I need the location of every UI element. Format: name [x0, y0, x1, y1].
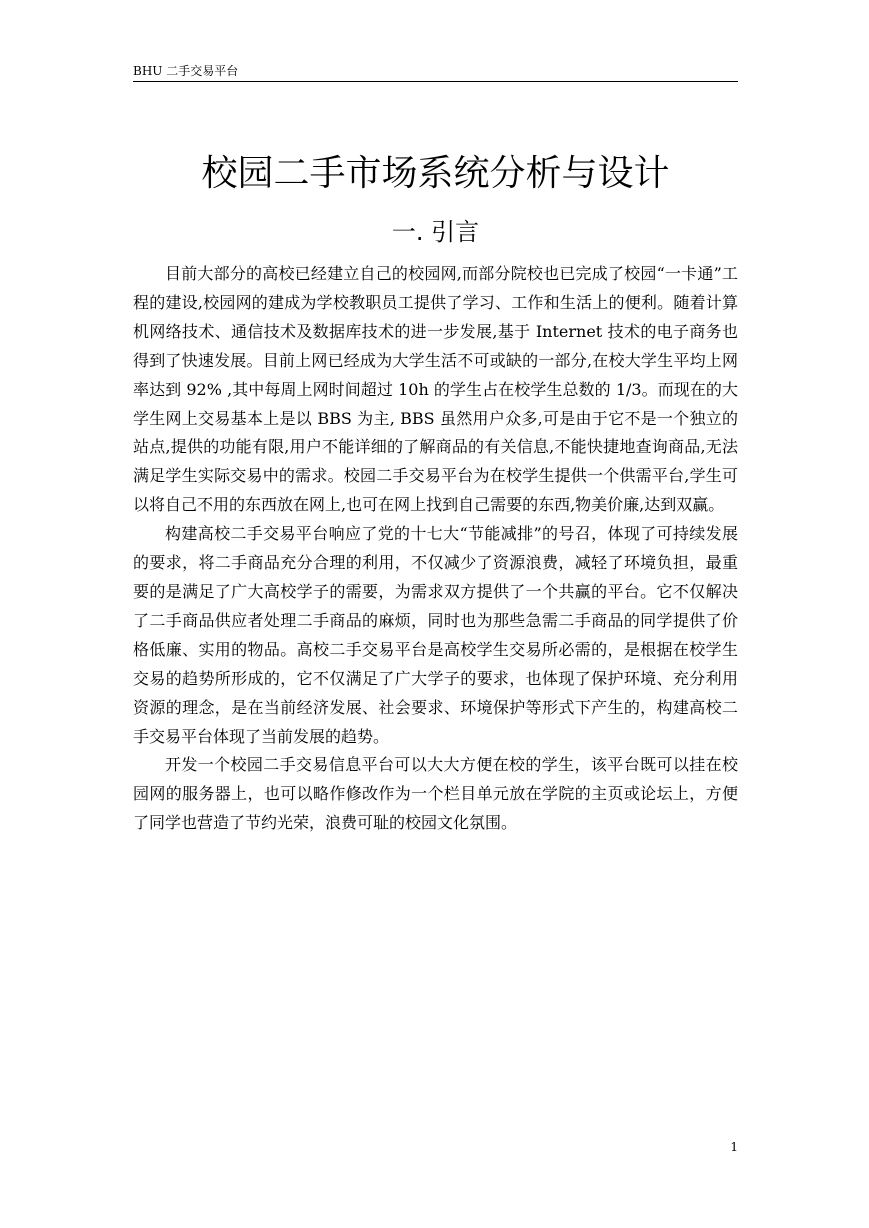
section-heading: 一. 引言: [391, 218, 480, 246]
running-header: BHU 二手交易平台: [133, 64, 239, 78]
paragraph: 开发一个校园二手交易信息平台可以大大方便在校的学生，该平台既可以挂在校园网的服务器上，也可以略作修改作为一个栏目单元放在学院的主页或论坛上，方便了同学也营造了节约光荣，浪费可耻的校园文化氛围。: [133, 755, 738, 833]
page-number: 1: [730, 1140, 738, 1154]
header-rule: [133, 81, 738, 82]
body-text: [133, 260, 738, 838]
paragraph: 构建高校二手交易平台响应了党的十七大“节能减排”的号召，体现了可持续发展的要求，将二手商品充分合理的利用，不仅减少了资源浪费，减轻了环境负担，最重要的是满足了广大高校学子的需要，为需求双方提供了一个共赢的平台。它不仅解决了二手商品供应者处理二手商品的麻烦，同时也为那些急需二手商品的同学提供了价格低廉、实用的物品。高校二手交易平台是高校学生交易所必需的，是根据在校学生交易的趋势所形成的，它不仅满足了广大学子的要求，也体现了保护环境、充分利用资源的理念，是在当前经济发展、社会要求、环境保护等形式下产生的，构建高校二手交易平台体现了当前发展的趋势。: [133, 524, 738, 746]
document-title: 校园二手市场系统分析与设计: [201, 153, 670, 194]
paragraph: 目前大部分的高校已经建立自己的校园网,而部分院校也已完成了校园“一卡通”工程的建设,校园网的建成为学校教职员工提供了学习、工作和生活上的便利。随着计算机网络技术、通信技术及数据库技术的进一步发展,基于 Internet 技术的电子商务也得到了快速发展。目前上网已经成为大学生活不可或缺的一部分,在校大学生平均上网率达到 92% ,其中每周上网时间超过 10h 的学生占在校学生总数的 1/3。而现在的大学生网上交易基本上是以 BBS 为主, BBS 虽然用户众多,可是由于它不是一个独立的站点,提供的功能有限,用户不能详细的了解商品的有关信息,不能快捷地查询商品,无法满足学生实际交易中的需求。校园二手交易平台为在校学生提供一个供需平台,学生可以将自己不用的东西放在网上,也可在网上找到自己需要的东西,物美价廉,达到双赢。: [133, 264, 738, 515]
